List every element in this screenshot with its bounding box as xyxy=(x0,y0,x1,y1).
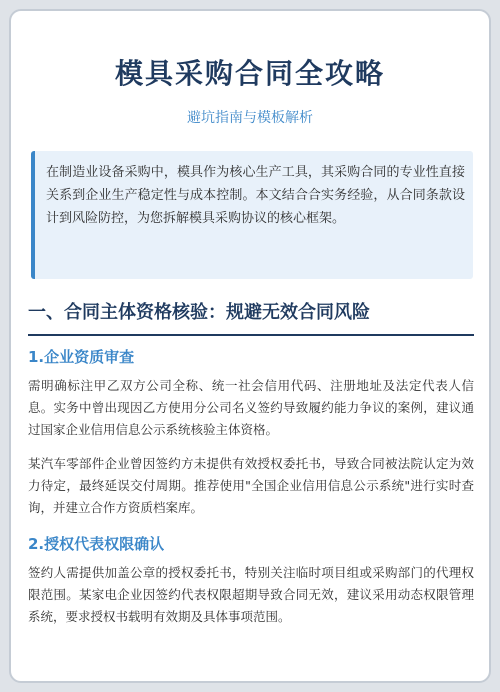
paragraph: 签约人需提供加盖公章的授权委托书，特别关注临时项目组或采购部门的代理权限范围。某家电企业因签约代表权限超期导致合同无效，建议采用动态权限管理系统，要求授权书载明有效期及具体事项范围。 xyxy=(28,565,474,624)
intro-callout: 在制造业设备采购中，模具作为核心生产工具，其采购合同的专业性直接关系到企业生产稳定性与成本控制。本文结合合实务经验，从合同条款设计到风险防控，为您拆解模具采购协议的核心框架。 xyxy=(31,151,473,279)
section-divider xyxy=(28,334,474,336)
subsection-heading-authorization: 2.授权代表权限确认 xyxy=(28,535,165,553)
page-subtitle: 避坑指南与模板解析 xyxy=(187,110,313,126)
paragraph: 某汽车零部件企业曾因签约方未提供有效授权委托书，导致合同被法院认定为效力待定，最终延误交付周期。推荐使用"全国企业信用信息公示系统"进行实时查询，并建立合作方资质档案库。 xyxy=(28,456,474,515)
paragraph: 需明确标注甲乙双方公司全称、统一社会信用代码、注册地址及法定代表人信息。实务中曾出现因乙方使用分公司名义签约导致履约能力争议的案例，建议通过国家企业信用信息公示系统核验主体资格。 xyxy=(28,378,474,437)
subsection-heading-qualification: 1.企业资质审查 xyxy=(28,348,135,366)
section-title: 一、合同主体资格核验：规避无效合同风险 xyxy=(28,302,370,323)
article-card xyxy=(9,9,491,683)
page-title: 模具采购合同全攻略 xyxy=(114,57,385,90)
